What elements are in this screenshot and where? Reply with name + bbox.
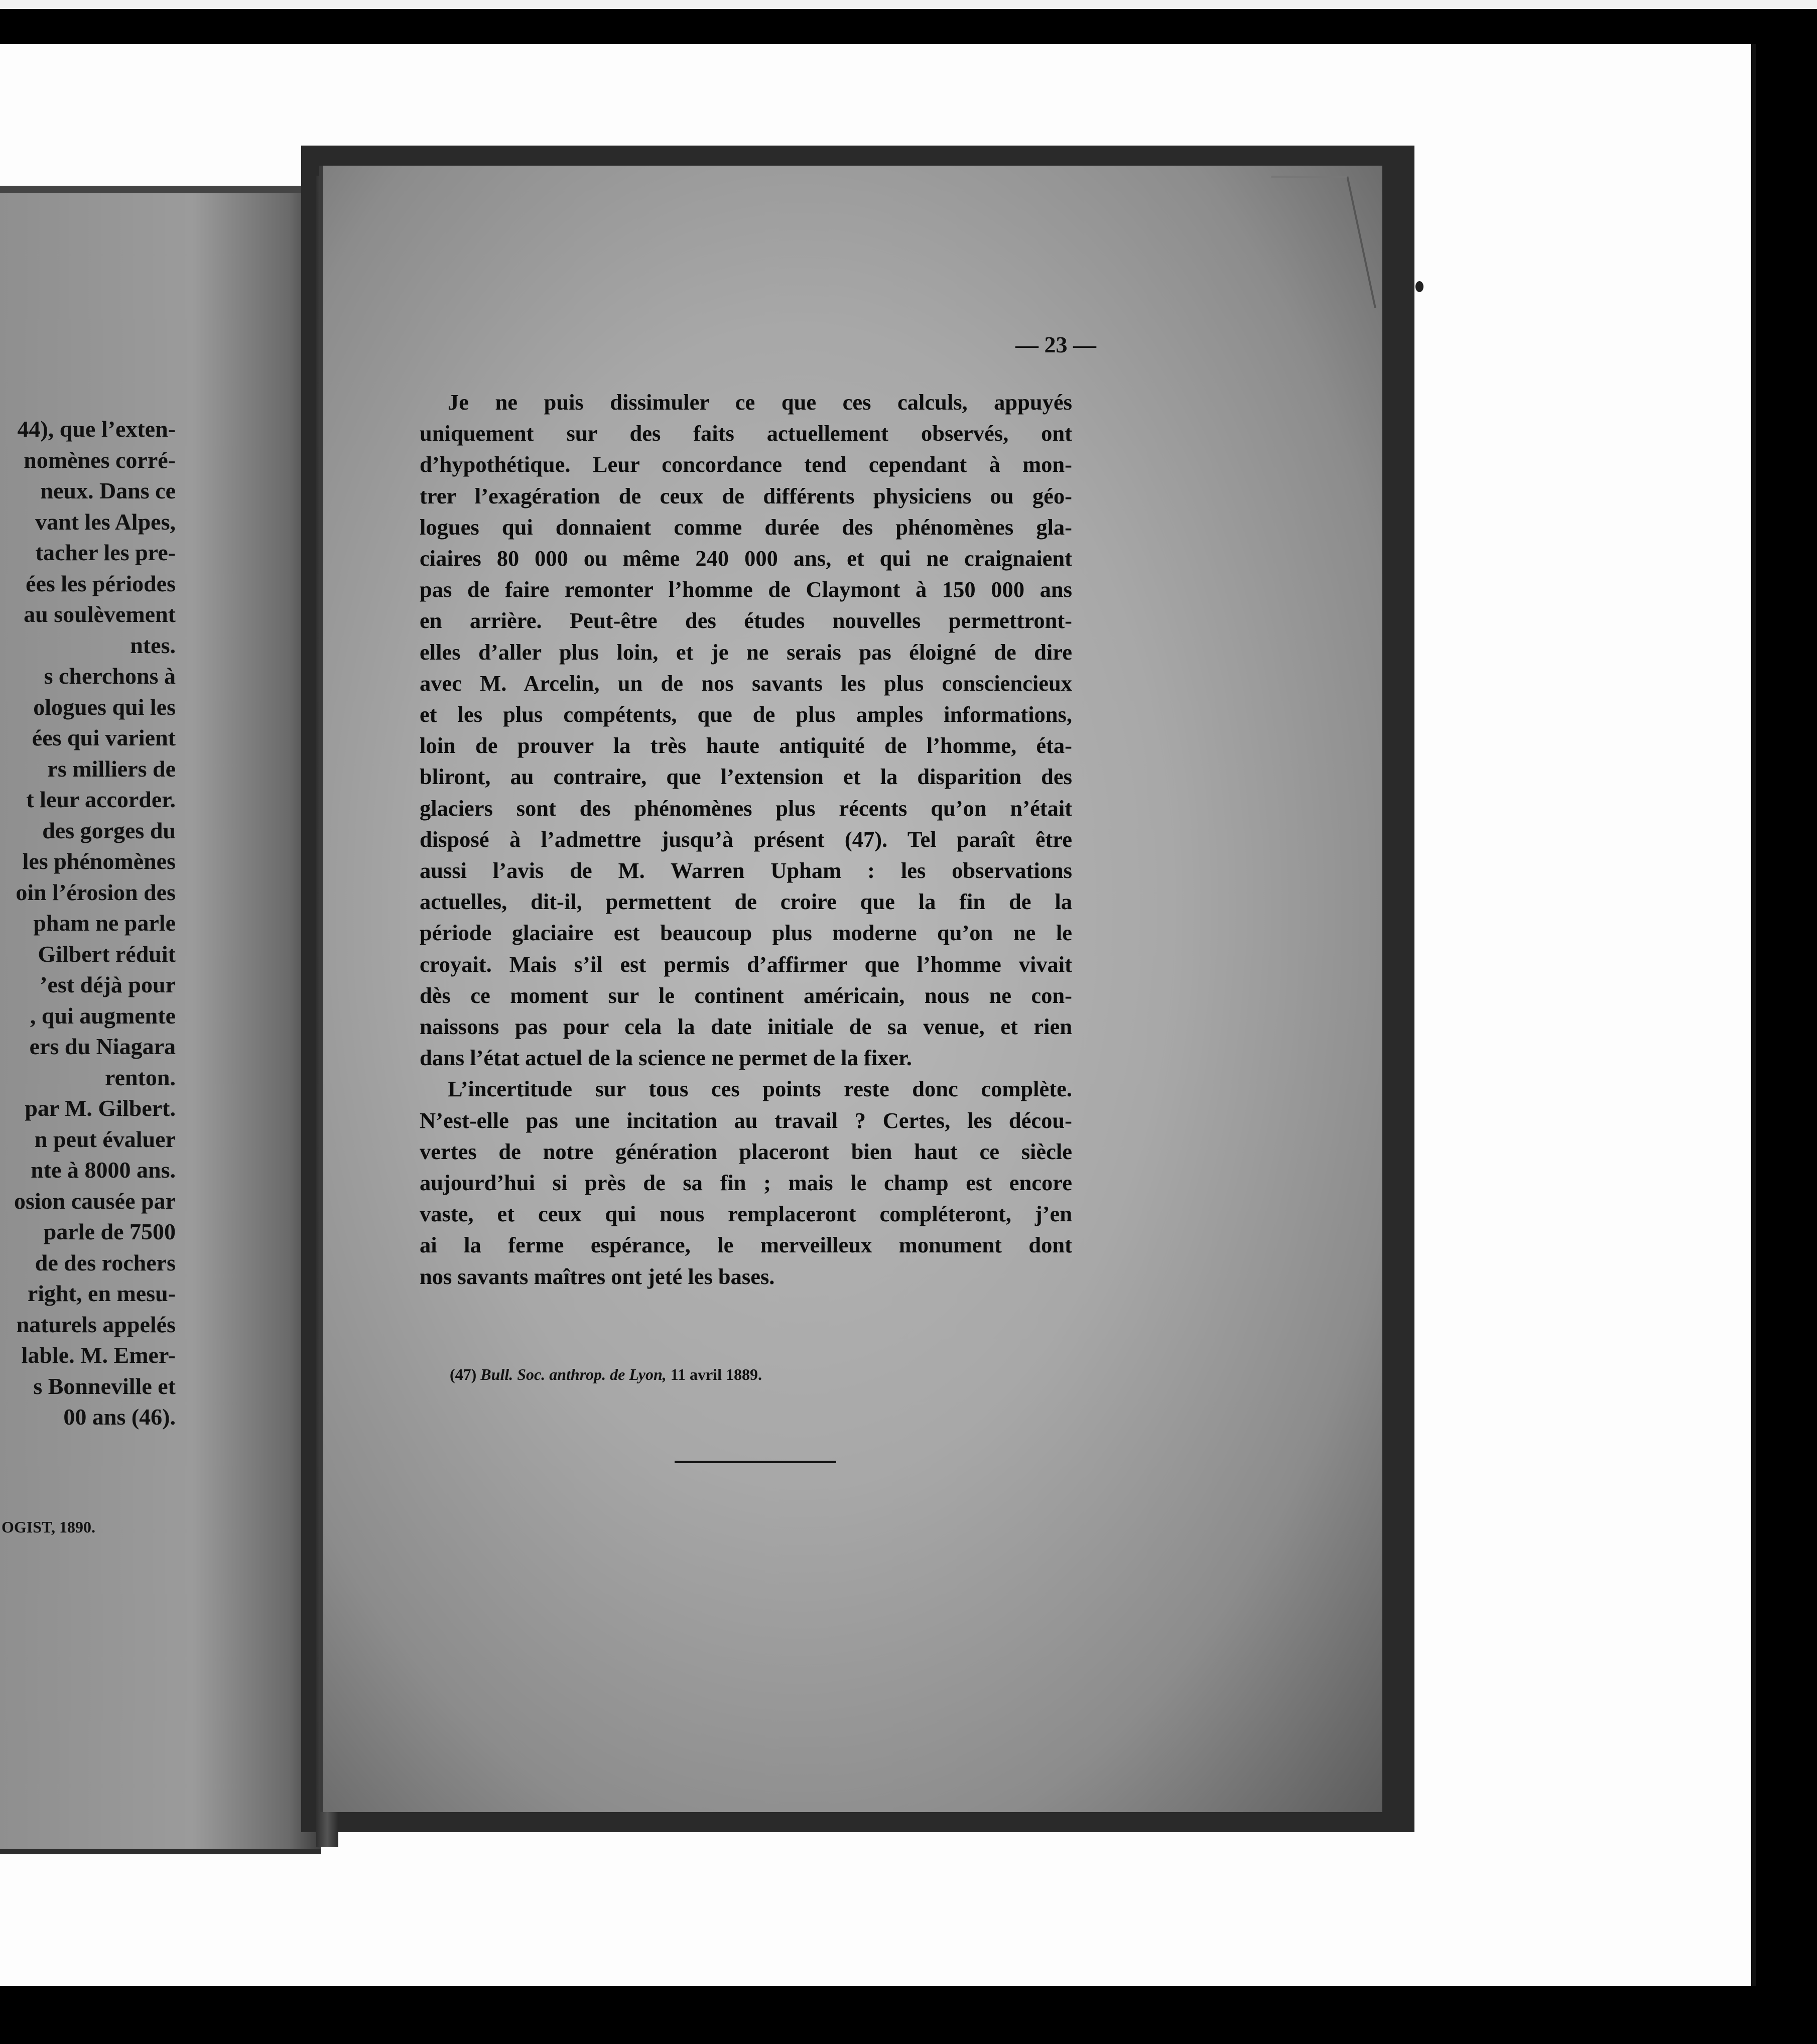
footnote-source: Bull. Soc. anthrop. de Lyon,: [480, 1365, 667, 1383]
text-line: uniquement sur des faits actuellement observés, ont: [420, 421, 1072, 446]
text-line: loin de prouver la très haute antiquité de l’homme, éta-: [420, 733, 1072, 758]
left-text-line: 44), que l’exten-: [17, 416, 176, 442]
left-text-line: ’est déjà pour: [40, 972, 176, 997]
page-number-text: — 23 —: [1015, 332, 1096, 357]
left-text-line: tacher les pre-: [35, 540, 176, 565]
left-text-line: s cherchons à: [44, 663, 176, 689]
text-line: croyait. Mais s’il est permis d’affirmer que l’homme vivait: [420, 951, 1072, 977]
end-rule: [675, 1461, 836, 1463]
left-text-line: pham ne parle: [33, 910, 176, 936]
left-page-text: [0, 414, 176, 1433]
left-text-line: , qui augmente: [30, 1002, 176, 1029]
footnote-number: (47): [450, 1365, 477, 1383]
text-line: nos savants maîtres ont jeté les bases.: [420, 1263, 775, 1289]
text-line: logues qui donnaient comme durée des phénomènes gla-: [420, 514, 1072, 540]
body-text: [420, 387, 1072, 1292]
text-line: vertes de notre génération placeront bien haut ce siècle: [420, 1138, 1072, 1164]
text-line: aujourd’hui si près de sa fin ; mais le champ est encore: [420, 1170, 1072, 1196]
text-line: L’incertitude sur tous ces points reste donc complète.: [448, 1076, 1072, 1102]
text-line: dès ce moment sur le continent américain, nous ne con-: [420, 982, 1072, 1008]
text-line: ai la ferme espérance, le merveilleux monument dont: [420, 1232, 1072, 1258]
text-line: bliront, au contraire, que l’extension et la disparition des: [420, 764, 1072, 790]
text-line: disposé à l’admettre jusqu’à présent (47). Tel paraît être: [420, 826, 1072, 852]
left-text-line: ntes.: [130, 632, 176, 658]
left-text-line: neux. Dans ce: [40, 478, 176, 503]
left-text-line: right, en mesu-: [27, 1281, 176, 1306]
left-text-line: n peut évaluer: [34, 1126, 176, 1152]
text-line: et les plus compétents, que de plus amples informations,: [420, 702, 1072, 727]
text-line: elles d’aller plus loin, et je ne serais pas éloigné de dire: [420, 639, 1072, 665]
left-text-line: ers du Niagara: [29, 1034, 176, 1059]
text-line: aussi l’avis de M. Warren Upham : les observations: [420, 858, 1072, 883]
left-text-line: nomènes corré-: [24, 447, 176, 473]
text-line: période glaciaire est beaucoup plus moderne qu’on ne le: [420, 920, 1072, 946]
left-text-line: des gorges du: [42, 817, 176, 843]
left-text-line: renton.: [105, 1064, 176, 1090]
left-page: [0, 186, 321, 1854]
left-text-line: oin l’érosion des: [16, 879, 176, 905]
text-line: avec M. Arcelin, un de nos savants les plus consciencieux: [420, 670, 1072, 696]
text-line: d’hypothétique. Leur concordance tend cependant à mon-: [420, 452, 1072, 477]
left-text-line: 00 ans (46).: [63, 1404, 176, 1430]
text-line: vaste, et ceux qui nous remplaceront compléteront, j’en: [420, 1201, 1072, 1227]
left-text-line: vant les Alpes,: [35, 508, 176, 535]
text-line: pas de faire remonter l’homme de Claymont à 150 000 ans: [420, 577, 1072, 602]
text-line: actuelles, dit-il, permettent de croire que la fin de la: [420, 889, 1072, 915]
left-text-line: rs milliers de: [47, 755, 176, 782]
footnote: [450, 1365, 762, 1384]
text-line: dans l’état actuel de la science ne permet de la fixer.: [420, 1045, 912, 1071]
left-text-line: nte à 8000 ans.: [31, 1157, 176, 1183]
left-text-line: les phénomènes: [22, 848, 176, 874]
scanner-top-strip: [0, 0, 1817, 9]
left-text-line: de des rochers: [35, 1249, 176, 1275]
footnote-date: 11 avril 1889.: [670, 1365, 762, 1383]
left-text-line: t leur accorder.: [26, 787, 176, 812]
margin-speck: [1415, 281, 1423, 292]
left-text-line: naturels appelés: [16, 1311, 176, 1337]
text-line: trer l’exagération de ceux de différents physiciens ou géo-: [420, 483, 1072, 508]
left-text-line: ées qui varient: [32, 725, 176, 750]
left-text-line: Gilbert réduit: [38, 941, 176, 967]
page-corner-flap: [1271, 176, 1376, 308]
text-line: en arrière. Peut-être des études nouvelles permettront-: [420, 608, 1072, 633]
sheet-edge: [1752, 44, 1756, 1986]
text-line: Je ne puis dissimuler ce que ces calculs, appuyés: [448, 390, 1072, 415]
text-line: N’est-elle pas une incitation au travail ? Certes, les décou-: [420, 1107, 1072, 1133]
text-line: ciaires 80 000 ou même 240 000 ans, et qui ne craignaient: [420, 546, 1072, 571]
left-text-line: lable. M. Emer-: [21, 1342, 176, 1368]
left-text-line: osion causée par: [14, 1188, 176, 1214]
page-number: [323, 331, 1096, 358]
text-line: glaciers sont des phénomènes plus récents qu’on n’était: [420, 795, 1072, 821]
text-line: naissons pas pour cela la date initiale de sa venue, et rien: [420, 1014, 1072, 1040]
left-text-line: ées les périodes: [26, 570, 176, 596]
left-text-line: ologues qui les: [33, 694, 176, 720]
right-page: [319, 166, 1382, 1812]
left-text-line: parle de 7500: [43, 1219, 176, 1244]
left-page-footnote: OGIST, 1890.: [2, 1518, 95, 1536]
left-text-line: par M. Gilbert.: [25, 1095, 176, 1121]
left-text-line: au soulèvement: [24, 601, 176, 627]
left-text-line: s Bonneville et: [33, 1373, 176, 1399]
